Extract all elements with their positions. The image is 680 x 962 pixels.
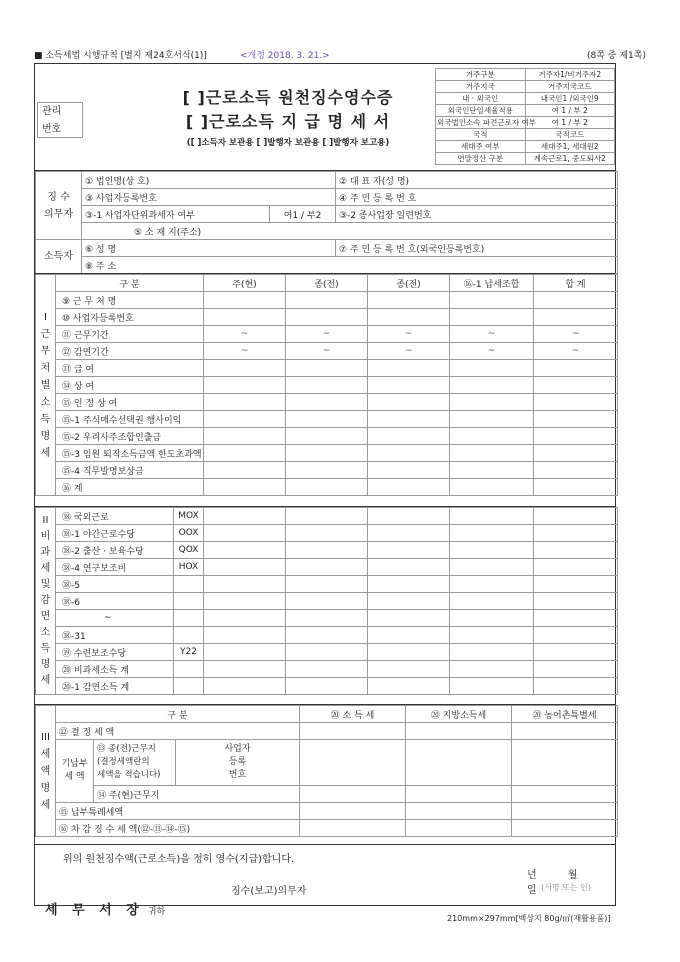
- form-title: [143, 86, 433, 148]
- section3-label: III 세 액 명 세: [36, 706, 56, 837]
- section1-amount-cell[interactable]: [534, 479, 618, 496]
- info-label: 연말정산 구분: [436, 153, 526, 165]
- section1-amount-cell[interactable]: ~: [450, 343, 534, 360]
- section1-amount-cell[interactable]: [204, 428, 286, 445]
- section3-header-special-tax: ⑳ 농어촌특별세: [512, 706, 618, 723]
- section1-header: 합 계: [534, 275, 618, 292]
- section2-amount-cell[interactable]: [204, 593, 286, 610]
- section2-amount-cell[interactable]: [450, 610, 534, 627]
- decided-local-tax[interactable]: [406, 723, 512, 740]
- section1-header: ⑯-1 납세조합: [450, 275, 534, 292]
- section2-row: [36, 678, 618, 695]
- section2-amount-cell[interactable]: [450, 678, 534, 695]
- section2-amount-cell[interactable]: [450, 661, 534, 678]
- section1-amount-cell[interactable]: [286, 292, 368, 309]
- section2-row: [36, 542, 618, 559]
- section2-amount-cell[interactable]: [534, 525, 618, 542]
- special-payment-label: ⑮ 납부특례세액: [56, 803, 300, 820]
- section1-amount-cell[interactable]: ~: [286, 343, 368, 360]
- info-row: [436, 93, 615, 105]
- section1-amount-cell[interactable]: [534, 411, 618, 428]
- title-statement: [ ]근로소득 지 급 명 세 서: [185, 112, 391, 131]
- info-label: 국적: [436, 129, 526, 141]
- section2-label: II 비 과 세 및 감 면 소 득 명 세: [36, 508, 56, 695]
- section2-code: [174, 627, 204, 644]
- section1-row: [36, 394, 618, 411]
- info-row: [436, 69, 615, 81]
- section1-amount-cell[interactable]: [204, 292, 286, 309]
- section1-amount-cell[interactable]: [204, 462, 286, 479]
- info-row: [436, 129, 615, 141]
- section1-amount-cell[interactable]: [286, 428, 368, 445]
- section2-code: [174, 593, 204, 610]
- section2-amount-cell[interactable]: [450, 627, 534, 644]
- info-row: [436, 81, 615, 93]
- earner-id-field[interactable]: ⑦ 주 민 등 록 번 호(외국인등록번호): [336, 240, 618, 257]
- section1-row: [36, 445, 618, 462]
- section1-amount-cell[interactable]: [368, 394, 450, 411]
- representative-field[interactable]: ② 대 표 자(성 명): [336, 172, 618, 189]
- section1-amount-cell[interactable]: [450, 445, 534, 462]
- section1-row-label: ⑪ 근무기간: [56, 326, 204, 343]
- section2-row-label: ⑲ 수련보조수당: [56, 644, 174, 661]
- section1-row: [36, 343, 618, 360]
- section1-amount-cell[interactable]: [286, 360, 368, 377]
- tax-office-chief: [45, 899, 165, 918]
- info-row: [436, 141, 615, 153]
- section1-row-label: ⑮-3 임원 퇴직소득금액 한도초과액: [56, 445, 204, 462]
- section1-row: [36, 292, 618, 309]
- unit-taxpayer-choice[interactable]: 여1 / 부2: [270, 206, 336, 223]
- section2-amount-cell[interactable]: [286, 678, 368, 695]
- info-row: [436, 105, 615, 117]
- current-special-tax[interactable]: [512, 786, 618, 803]
- tax-office-chief-title: 세 무 서 장: [45, 903, 144, 918]
- section2-row: [36, 661, 618, 678]
- section2-row-label: ⑱-5: [56, 576, 174, 593]
- business-number-label: 사업자 등록 번호: [176, 740, 300, 786]
- section2-code: Y22: [174, 644, 204, 661]
- section1-row: [36, 462, 618, 479]
- info-value[interactable]: 계속근로1, 중도퇴사2: [525, 153, 615, 165]
- section1-amount-cell[interactable]: [368, 462, 450, 479]
- info-value[interactable]: 국적코드: [525, 129, 615, 141]
- section2-amount-cell[interactable]: [450, 525, 534, 542]
- section1-amount-cell[interactable]: [450, 411, 534, 428]
- company-name-field[interactable]: ① 법인명(상 호): [82, 172, 336, 189]
- section2-amount-cell[interactable]: [204, 525, 286, 542]
- section1-amount-cell[interactable]: [286, 479, 368, 496]
- section1-row: [36, 479, 618, 496]
- decided-special-tax[interactable]: [512, 723, 618, 740]
- section1-amount-cell[interactable]: [534, 377, 618, 394]
- section2-amount-cell[interactable]: [286, 542, 368, 559]
- section3-header-local-tax: ⑳ 지방소득세: [406, 706, 512, 723]
- section1-amount-cell[interactable]: [534, 360, 618, 377]
- section1-amount-cell[interactable]: [204, 445, 286, 462]
- section1-amount-cell[interactable]: [534, 292, 618, 309]
- info-value[interactable]: 거주자1/비거주자2: [525, 69, 615, 81]
- section1-amount-cell[interactable]: ~: [204, 343, 286, 360]
- section2-row-label: ⑱-1 야간근로수당: [56, 525, 174, 542]
- section2-code: OOX: [174, 525, 204, 542]
- section1-amount-cell[interactable]: [368, 309, 450, 326]
- section1-amount-cell[interactable]: [450, 462, 534, 479]
- section1-amount-cell[interactable]: ~: [368, 326, 450, 343]
- info-row: [436, 153, 615, 165]
- section1-amount-cell[interactable]: [368, 479, 450, 496]
- section1-row: [36, 360, 618, 377]
- section1-amount-cell[interactable]: [368, 360, 450, 377]
- section2-row-label: ⑱ 국외근로: [56, 508, 174, 525]
- earner-label: 소득자: [36, 240, 82, 274]
- section1-amount-cell[interactable]: [450, 292, 534, 309]
- section2-amount-cell[interactable]: [368, 542, 450, 559]
- address-field[interactable]: ⑤ 소 재 지(주소): [82, 223, 618, 240]
- info-value[interactable]: 세대주1, 세대원2: [525, 141, 615, 153]
- section1-amount-cell[interactable]: [368, 377, 450, 394]
- section2-row-label: ⑳-1 감면소득 계: [56, 678, 174, 695]
- paper-spec: 210mm×297mm[백상지 80g/㎡(재활용품)]: [447, 914, 611, 923]
- section2-amount-cell[interactable]: [534, 661, 618, 678]
- section1-header: 종(전): [368, 275, 450, 292]
- section2-row: [36, 610, 618, 627]
- section1-row-label: ⑮ 인 정 상 여: [56, 394, 204, 411]
- section2-code: [174, 661, 204, 678]
- section2-amount-cell[interactable]: [368, 576, 450, 593]
- resident-number-field[interactable]: ④ 주 민 등 록 번 호: [336, 189, 618, 206]
- info-value[interactable]: 여 1 / 부 2: [525, 105, 615, 117]
- info-row: [436, 117, 615, 129]
- section2-amount-cell[interactable]: [450, 576, 534, 593]
- section2-amount-cell[interactable]: [286, 559, 368, 576]
- section2-amount-cell[interactable]: [204, 559, 286, 576]
- copy-type: ([ ]소득자 보관용 [ ]발행자 보관용 [ ]발행자 보고용): [186, 138, 390, 148]
- section1-row-label: ⑬ 급 여: [56, 360, 204, 377]
- paid-tax-label: 기납부 세 액: [56, 740, 94, 803]
- section1-amount-cell[interactable]: [368, 428, 450, 445]
- section1-row-label: ⑫ 감면기간: [56, 343, 204, 360]
- section2-row: [36, 576, 618, 593]
- info-value[interactable]: 거주지국코드: [525, 81, 615, 93]
- section2-amount-cell[interactable]: [450, 644, 534, 661]
- payer-label: 징 수 의무자: [36, 172, 82, 240]
- section2-row: [36, 525, 618, 542]
- section2-amount-cell[interactable]: [368, 661, 450, 678]
- section2-amount-cell[interactable]: [204, 576, 286, 593]
- net-special-tax[interactable]: [512, 820, 618, 837]
- section2-amount-cell[interactable]: [286, 627, 368, 644]
- earner-name-field[interactable]: ⑥ 성 명: [82, 240, 336, 257]
- section1-amount-cell[interactable]: [286, 309, 368, 326]
- section1-amount-cell[interactable]: [204, 360, 286, 377]
- section3-header-income-tax: ⑳ 소 득 세: [300, 706, 406, 723]
- unit-taxpayer-field[interactable]: ③-1 사업자단위과세자 여부: [82, 206, 270, 223]
- special-local-tax[interactable]: [406, 803, 512, 820]
- section1-amount-cell[interactable]: [204, 309, 286, 326]
- management-label-2: 번호: [42, 124, 62, 135]
- section2-amount-cell[interactable]: [534, 610, 618, 627]
- section2-amount-cell[interactable]: [204, 610, 286, 627]
- decided-income-tax[interactable]: [300, 723, 406, 740]
- section2-amount-cell[interactable]: [286, 593, 368, 610]
- revision-date: <개정 2018. 3. 21.>: [240, 51, 330, 61]
- section1-amount-cell[interactable]: ~: [450, 326, 534, 343]
- business-number-field[interactable]: ③ 사업자등록번호: [82, 189, 336, 206]
- section2-amount-cell[interactable]: [534, 644, 618, 661]
- section2-amount-cell[interactable]: [368, 610, 450, 627]
- residency-info-table: [435, 68, 615, 165]
- prev-local-tax[interactable]: [406, 740, 512, 786]
- page-count: (8쪽 중 제1쪽): [587, 51, 646, 61]
- section1-row-label: ⑨ 근 무 처 명: [56, 292, 204, 309]
- section2-amount-cell[interactable]: [450, 542, 534, 559]
- section2-amount-cell[interactable]: [286, 576, 368, 593]
- section2-row-label: ⑱-6: [56, 593, 174, 610]
- section2-amount-cell[interactable]: [368, 678, 450, 695]
- section1-amount-cell[interactable]: ~: [368, 343, 450, 360]
- section2-code: [174, 576, 204, 593]
- earner-address-field[interactable]: ⑧ 주 소: [82, 257, 618, 274]
- section2-row: [36, 627, 618, 644]
- info-label: 외국인단일세율적용: [436, 105, 526, 117]
- declaration-block: [35, 844, 617, 918]
- section1-amount-cell[interactable]: [450, 360, 534, 377]
- section-income-by-workplace: [35, 274, 618, 496]
- management-number-box[interactable]: [37, 102, 83, 138]
- special-income-tax[interactable]: [300, 803, 406, 820]
- section2-code: MOX: [174, 508, 204, 525]
- section2-amount-cell[interactable]: [534, 542, 618, 559]
- signature-seal-field[interactable]: (서명 또는 인): [541, 883, 591, 892]
- section1-amount-cell[interactable]: [204, 377, 286, 394]
- section2-amount-cell[interactable]: [286, 644, 368, 661]
- section1-amount-cell[interactable]: [534, 309, 618, 326]
- section2-amount-cell[interactable]: [204, 508, 286, 525]
- section1-row: [36, 377, 618, 394]
- section1-amount-cell[interactable]: [534, 394, 618, 411]
- section2-amount-cell[interactable]: [204, 542, 286, 559]
- section2-amount-cell[interactable]: [534, 678, 618, 695]
- info-label: 내 · 외국인: [436, 93, 526, 105]
- section1-amount-cell[interactable]: ~: [534, 326, 618, 343]
- law-reference: ■ 소득세법 시행규칙 [별지 제24호서식(1)]: [34, 51, 207, 61]
- section2-amount-cell[interactable]: [204, 661, 286, 678]
- section2-row: [36, 593, 618, 610]
- withholding-receipt-form: [34, 63, 616, 918]
- section1-row-label: ⑯ 계: [56, 479, 204, 496]
- section2-amount-cell[interactable]: [368, 508, 450, 525]
- section1-header: 구 분: [56, 275, 204, 292]
- section1-amount-cell[interactable]: [450, 394, 534, 411]
- section1-amount-cell[interactable]: [450, 377, 534, 394]
- section1-amount-cell[interactable]: [450, 479, 534, 496]
- decided-tax-label: ⑫ 결 정 세 액: [56, 723, 300, 740]
- section1-amount-cell[interactable]: [534, 428, 618, 445]
- section2-amount-cell[interactable]: [204, 678, 286, 695]
- section1-label: I 근 무 처 별 소 득 명 세: [36, 275, 56, 496]
- section2-amount-cell[interactable]: [368, 525, 450, 542]
- section2-amount-cell[interactable]: [286, 508, 368, 525]
- section1-amount-cell[interactable]: [204, 411, 286, 428]
- section2-amount-cell[interactable]: [286, 661, 368, 678]
- net-local-tax[interactable]: [406, 820, 512, 837]
- section1-amount-cell[interactable]: [368, 411, 450, 428]
- section2-amount-cell[interactable]: [368, 593, 450, 610]
- section2-amount-cell[interactable]: [450, 593, 534, 610]
- section1-amount-cell[interactable]: [286, 411, 368, 428]
- prev-special-tax[interactable]: [512, 740, 618, 786]
- current-income-tax[interactable]: [300, 786, 406, 803]
- info-value[interactable]: 내국인1 /외국인9: [525, 93, 615, 105]
- section-nontaxable-income: [35, 507, 618, 695]
- section1-header: 종(전): [286, 275, 368, 292]
- section2-amount-cell[interactable]: [286, 610, 368, 627]
- section1-amount-cell[interactable]: [450, 428, 534, 445]
- section2-code: HOX: [174, 559, 204, 576]
- date-field[interactable]: 년 월 일: [527, 870, 592, 896]
- section1-amount-cell[interactable]: [286, 377, 368, 394]
- section1-row: [36, 411, 618, 428]
- title-receipt: [ ]근로소득 원천징수영수증: [182, 88, 394, 107]
- section2-row-label: ⑱-4 연구보조비: [56, 559, 174, 576]
- section1-row-label: ⑮-2 우리사주조합인출금: [56, 428, 204, 445]
- section2-amount-cell[interactable]: [534, 508, 618, 525]
- section1-amount-cell[interactable]: [204, 479, 286, 496]
- section1-amount-cell[interactable]: [286, 445, 368, 462]
- form-header: [35, 64, 617, 170]
- section1-header-row: [36, 275, 618, 292]
- tax-office-chief-suffix: 귀하: [147, 907, 166, 917]
- section1-amount-cell[interactable]: [286, 462, 368, 479]
- section1-row-label: ⑮-4 직무발명보상금: [56, 462, 204, 479]
- section3-header-category: 구 분: [56, 706, 300, 723]
- section2-row: [36, 644, 618, 661]
- section2-row-label: ⑳ 비과세소득 계: [56, 661, 174, 678]
- section1-amount-cell[interactable]: [534, 462, 618, 479]
- section2-amount-cell[interactable]: [450, 508, 534, 525]
- section2-amount-cell[interactable]: [368, 627, 450, 644]
- section2-row: [36, 508, 618, 525]
- section1-amount-cell[interactable]: [286, 394, 368, 411]
- info-label: 거주지국: [436, 81, 526, 93]
- section2-amount-cell[interactable]: [286, 525, 368, 542]
- section2-amount-cell[interactable]: [204, 644, 286, 661]
- section1-amount-cell[interactable]: ~: [534, 343, 618, 360]
- section1-row-label: ⑭ 상 여: [56, 377, 204, 394]
- info-label: 거주구분: [436, 69, 526, 81]
- section2-code: QOX: [174, 542, 204, 559]
- section1-row-label: ⑩ 사업자등록번호: [56, 309, 204, 326]
- payer-signature-label: 징수(보고)의무자: [231, 886, 307, 897]
- section2-row-label: ⑱-2 출산 · 보육수당: [56, 542, 174, 559]
- section2-amount-cell[interactable]: [534, 559, 618, 576]
- section2-amount-cell[interactable]: [450, 559, 534, 576]
- section-tax-details: [35, 705, 618, 837]
- section1-amount-cell[interactable]: ~: [286, 326, 368, 343]
- branch-serial-field[interactable]: ③-2 종사업장 일련번호: [336, 206, 618, 223]
- section1-row: [36, 309, 618, 326]
- section2-amount-cell[interactable]: [534, 593, 618, 610]
- section2-amount-cell[interactable]: [368, 559, 450, 576]
- section2-amount-cell[interactable]: [534, 576, 618, 593]
- section2-row: [36, 559, 618, 576]
- payer-earner-table: [35, 171, 618, 274]
- net-income-tax[interactable]: [300, 820, 406, 837]
- section1-amount-cell[interactable]: [368, 445, 450, 462]
- management-label-1: 관리: [42, 106, 62, 117]
- section2-code: [174, 678, 204, 695]
- section1-row: [36, 428, 618, 445]
- section2-row-label: ⑱-31: [56, 627, 174, 644]
- current-local-tax[interactable]: [406, 786, 512, 803]
- form-top-line: [34, 48, 646, 61]
- section1-amount-cell[interactable]: ~: [204, 326, 286, 343]
- info-value[interactable]: 여 1 / 부 2: [525, 117, 615, 129]
- section1-amount-cell[interactable]: [534, 445, 618, 462]
- section1-amount-cell[interactable]: [450, 309, 534, 326]
- section1-amount-cell[interactable]: [368, 292, 450, 309]
- section1-header: 주(현): [204, 275, 286, 292]
- current-workplace-label: ⑭ 주(현)근무지: [94, 786, 300, 803]
- previous-workplace-label: ⑬ 종(전)근무지 (결정세액란의 세액을 적습니다): [94, 740, 176, 786]
- section2-code: [174, 610, 204, 627]
- declaration-text: 위의 원천징수액(근로소득)을 정히 영수(지급)합니다.: [63, 854, 295, 865]
- section1-row: [36, 326, 618, 343]
- net-withholding-label: ⑯ 차 감 징 수 세 액(⑫-⑬-⑭-⑮): [56, 820, 300, 837]
- prev-income-tax[interactable]: [300, 740, 406, 786]
- section2-amount-cell[interactable]: [368, 644, 450, 661]
- section1-amount-cell[interactable]: [204, 394, 286, 411]
- section2-amount-cell[interactable]: [534, 627, 618, 644]
- info-label: 외국법인소속 파견근로자 여부: [437, 118, 536, 127]
- section2-row-label: ~: [56, 610, 174, 627]
- special-special-tax[interactable]: [512, 803, 618, 820]
- section2-amount-cell[interactable]: [204, 627, 286, 644]
- info-label: 세대주 여부: [436, 141, 526, 153]
- section1-row-label: ⑮-1 주식매수선택권 행사이익: [56, 411, 204, 428]
